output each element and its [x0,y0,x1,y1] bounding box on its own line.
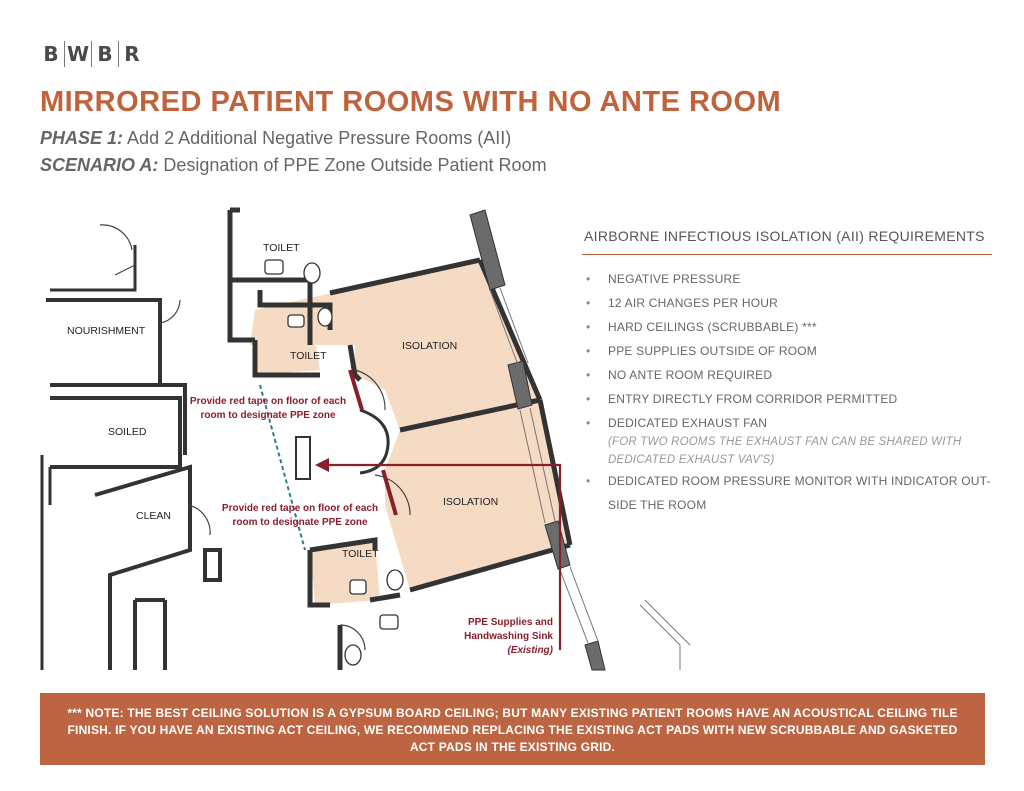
requirement-text: PPE SUPPLIES OUTSIDE OF ROOM [608,344,817,358]
logo-letter: R [124,42,140,66]
tape-note-bottom-line1: Provide red tape on floor of each [221,503,379,514]
ceiling-note-banner [40,693,985,765]
ppe-supplies-line2: Handwashing Sink [464,631,553,642]
logo-letter: B [43,42,59,66]
list-item [582,339,992,363]
requirement-text: NO ANTE ROOM REQUIRED [608,368,773,382]
room-label-toilet-mid: TOILET [290,350,327,362]
logo-divider [91,41,92,67]
room-label-isolation-2: ISOLATION [443,496,499,508]
scenario-subtitle [40,155,547,176]
list-item [582,469,992,517]
ppe-supplies-line1: PPE Supplies and [467,617,553,628]
ceiling-note-text: *** NOTE: THE BEST CEILING SOLUTION IS A GYPSUM BOARD CEILING; BUT MANY EXISTING PATIENT ROOMS HAVE AN ACOUSTICAL CEILING TILE FINISH. IF YOU HAVE AN EXISTING ACT CEILING, WE RECOMMEND REPLACING THE EXISTING ACT PADS WITH NEW SCRUBBABLE AND GASKETED ACT PADS IN THE EXISTING GRID. [67,706,958,754]
logo-letter: B [97,42,113,66]
logo-divider [64,41,65,67]
tape-note-top-line2: room to designate PPE zone [200,410,336,421]
requirements-panel [582,220,992,517]
list-item [582,267,992,291]
requirement-text: 12 AIR CHANGES PER HOUR [608,296,778,310]
requirement-continuation: SIDE THE ROOM [608,498,707,512]
room-label-clean: CLEAN [136,510,172,522]
phase-subtitle [40,128,511,149]
list-item [582,291,992,315]
phase-text: Add 2 Additional Negative Pressure Rooms (AII) [127,128,512,148]
tape-note-top-line1: Provide red tape on floor of each [189,396,347,407]
page-title: MIRRORED PATIENT ROOMS WITH NO ANTE ROOM [40,86,782,118]
scenario-text: Designation of PPE Zone Outside Patient Room [163,155,547,175]
room-label-soiled: SOILED [108,426,147,438]
room-label-toilet-top: TOILET [263,242,300,254]
logo-letter: W [67,42,90,66]
scenario-label: SCENARIO A: [40,155,159,175]
requirement-text: NEGATIVE PRESSURE [608,272,741,286]
room-label-isolation-1: ISOLATION [402,340,458,352]
room-label-toilet-bottom: TOILET [342,548,379,560]
requirements-list [582,267,992,517]
list-item [582,387,992,411]
requirement-note: (FOR TWO ROOMS THE EXHAUST FAN CAN BE SHARED WITH DEDICATED EXHAUST VAV'S) [608,436,962,466]
requirement-text: DEDICATED EXHAUST FAN [608,416,768,430]
logo-divider [118,41,119,67]
bwbr-logo [40,41,143,67]
requirement-text: ENTRY DIRECTLY FROM CORRIDOR PERMITTED [608,392,898,406]
ppe-callout-arrowhead [315,458,329,472]
list-item [582,411,992,469]
phase-label: PHASE 1: [40,128,124,148]
list-item [582,315,992,339]
requirement-text: HARD CEILINGS (SCRUBBABLE) *** [608,320,817,334]
requirement-text: DEDICATED ROOM PRESSURE MONITOR WITH INDICATOR OUT- [608,474,991,488]
ppe-supplies-line3: (Existing) [507,645,553,656]
list-item [582,363,992,387]
room-label-nourishment: NOURISHMENT [67,325,146,337]
requirements-heading: AIRBORNE INFECTIOUS ISOLATION (AII) REQUIREMENTS [582,220,992,255]
tape-note-bottom-line2: room to designate PPE zone [232,517,368,528]
